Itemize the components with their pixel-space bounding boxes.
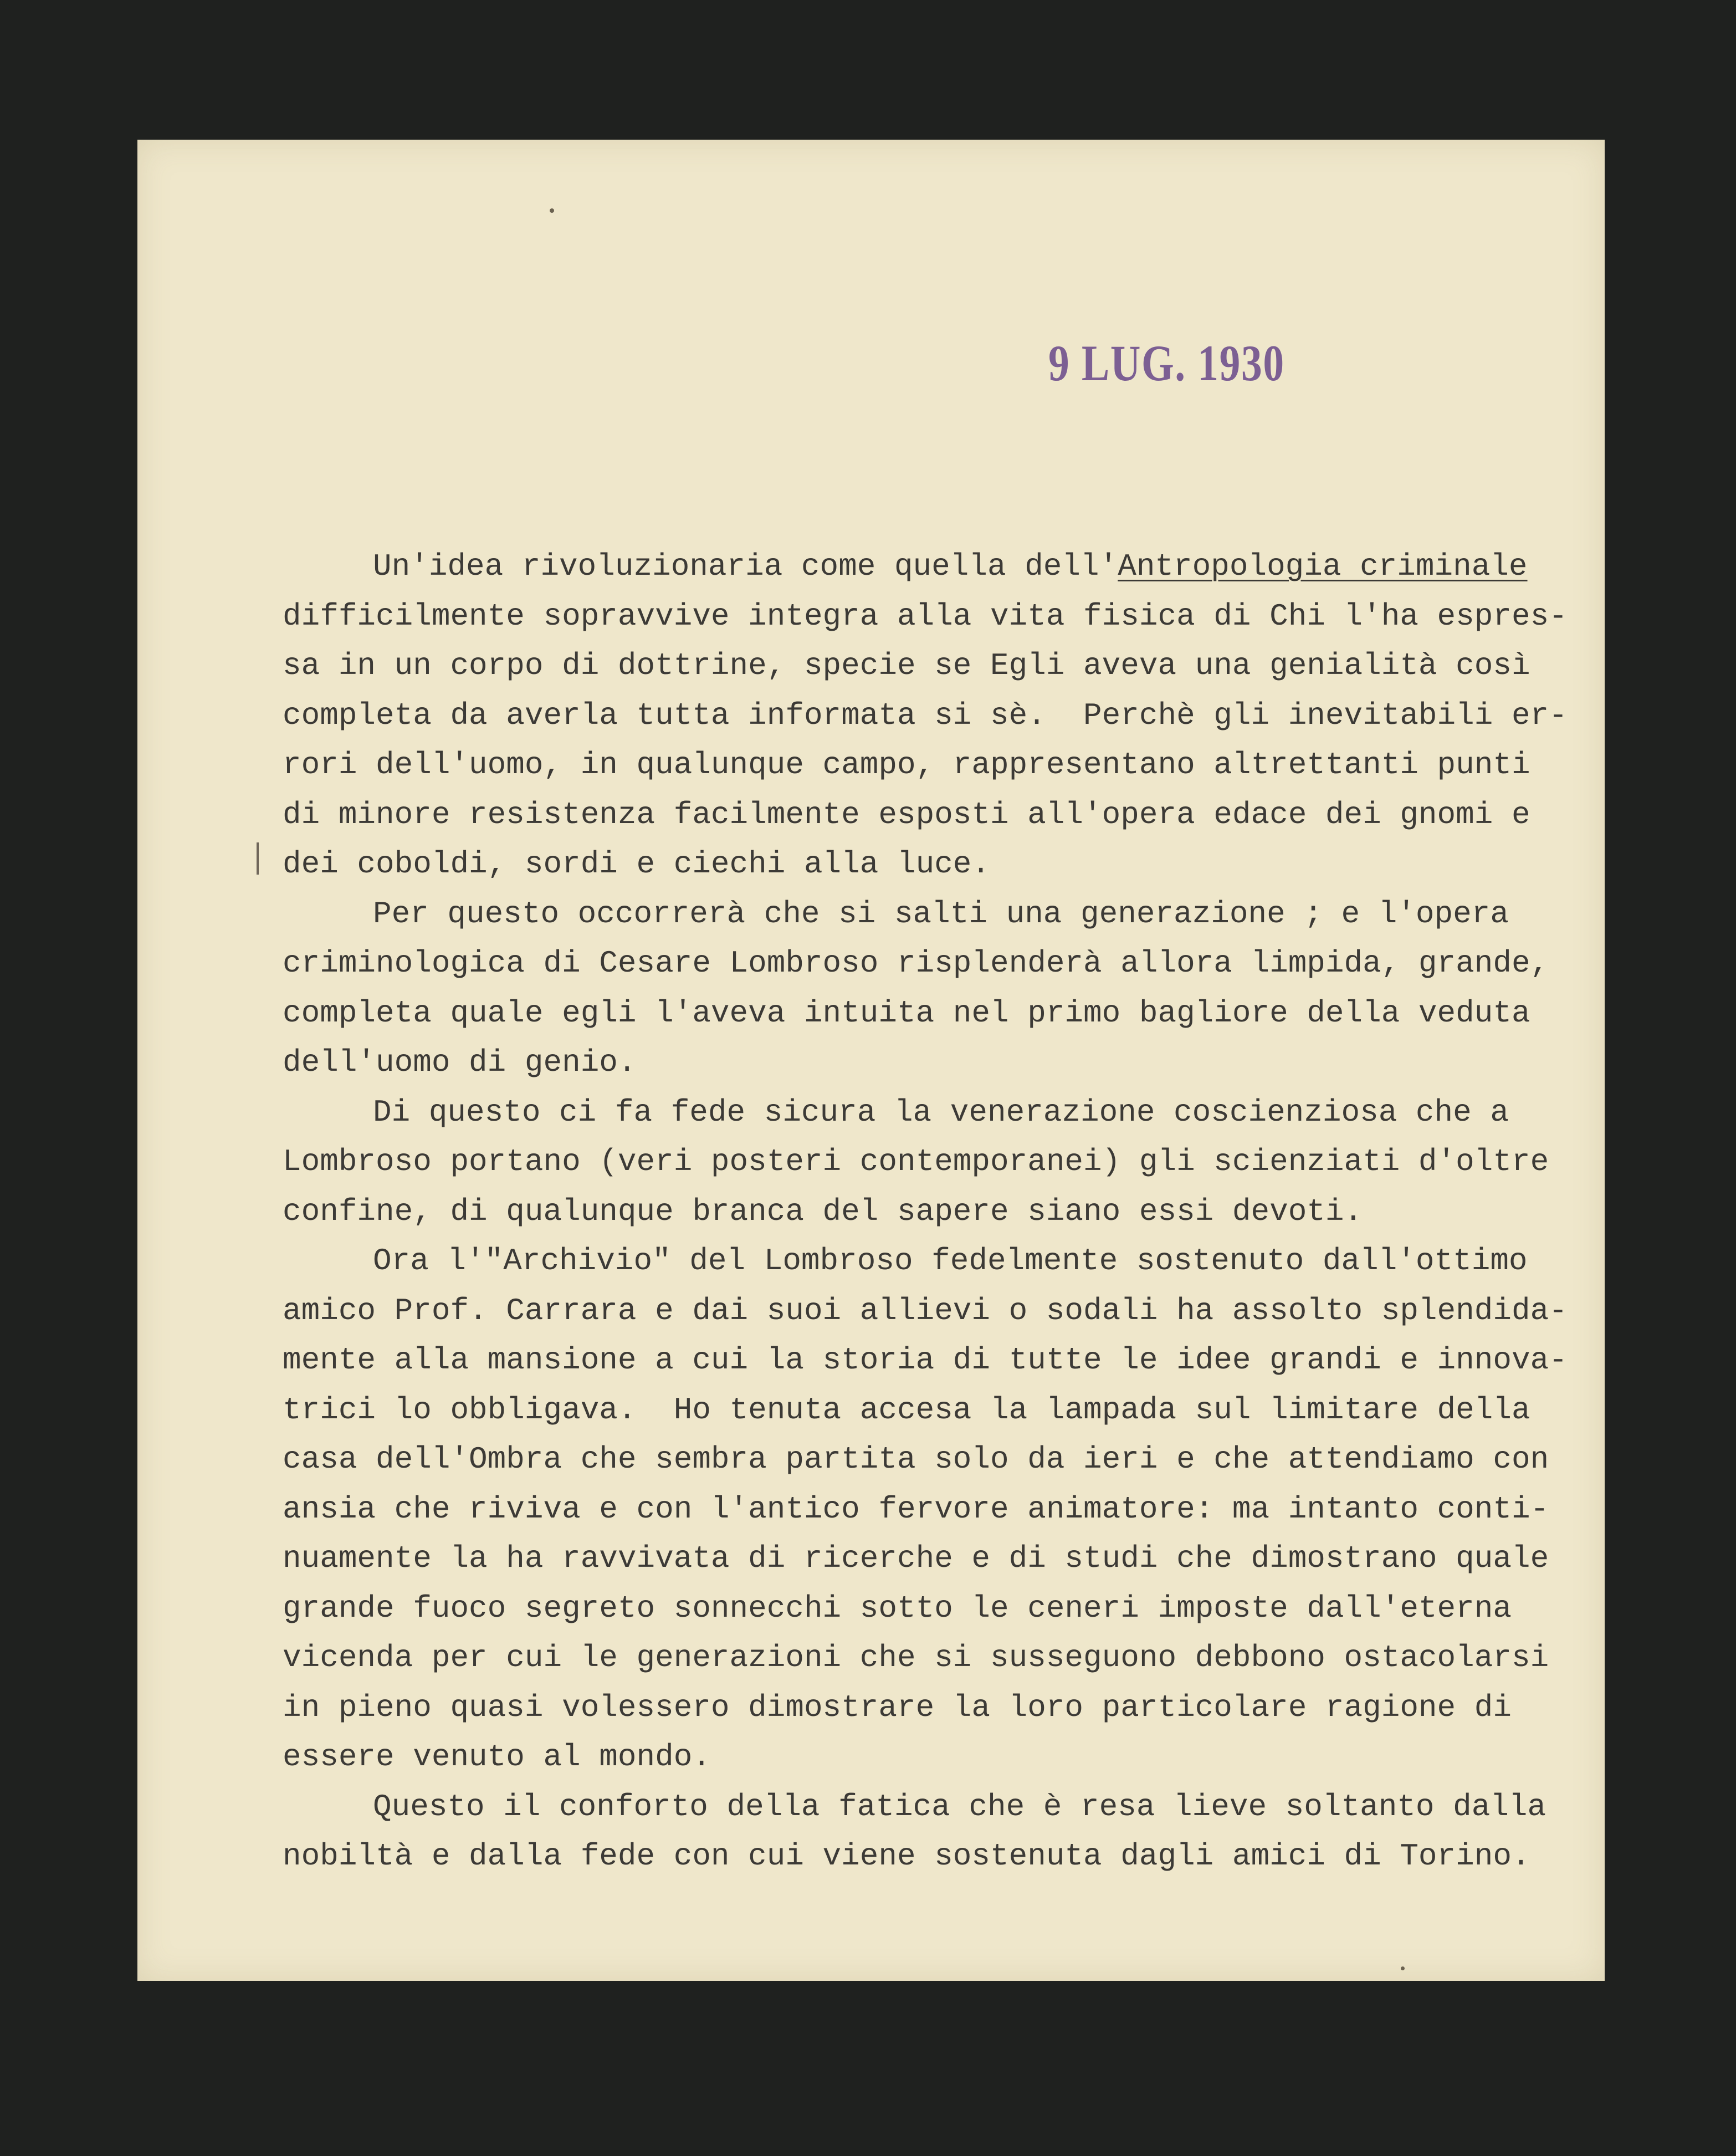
text-line: grande fuoco segreto sonnecchi sotto le ceneri imposte dall'eterna xyxy=(283,1590,1512,1626)
text-line: amico Prof. Carrara e dai suoi allievi o sodali ha assolto splendida- xyxy=(283,1292,1568,1329)
text-line: in pieno quasi volessero dimostrare la loro particolare ragione di xyxy=(283,1689,1512,1725)
text-line xyxy=(283,542,1528,592)
text-line: nobiltà e dalla fede con cui viene sostenuta dagli amici di Torino. xyxy=(283,1838,1530,1874)
text-line: mente alla mansione a cui la storia di tutte le idee grandi e innova- xyxy=(283,1342,1568,1378)
date-stamp: 9 LUG. 1930 xyxy=(1048,335,1285,391)
text-line: confine, di qualunque branca del sapere siano essi devoti. xyxy=(283,1193,1363,1229)
paper-speck xyxy=(550,208,554,213)
underlined-title: Antropologia criminale xyxy=(1118,549,1528,584)
text-line: Per questo occorrerà che si salti una generazione ; e l'opera xyxy=(373,896,1509,932)
paper-sheet xyxy=(137,140,1605,1981)
text-line: rori dell'uomo, in qualunque campo, rappresentano altrettanti punti xyxy=(283,747,1530,783)
text-line: vicenda per cui le generazioni che si susseguono debbono ostacolarsi xyxy=(283,1640,1549,1675)
text-line: criminologica di Cesare Lombroso risplenderà allora limpida, grande, xyxy=(283,946,1549,981)
text-line: Lombroso portano (veri posteri contemporanei) gli scienziati d'oltre xyxy=(283,1144,1549,1179)
text-line: di minore resistenza facilmente esposti all'opera edace dei gnomi e xyxy=(283,796,1530,832)
paper-speck xyxy=(1401,1966,1405,1970)
text-line: trici lo obbligava. Ho tenuta accesa la lampada sul limitare della xyxy=(283,1392,1530,1428)
text-line: Di questo ci fa fede sicura la venerazione coscienziosa che a xyxy=(373,1094,1509,1130)
text-line: difficilmente sopravvive integra alla vita fisica di Chi l'ha espres- xyxy=(283,598,1568,634)
text-line: casa dell'Ombra che sembra partita solo da ieri e che attendiamo con xyxy=(283,1442,1549,1477)
text-line: dell'uomo di genio. xyxy=(283,1045,637,1080)
text-line: essere venuto al mondo. xyxy=(283,1739,711,1775)
text-line: Ora l'"Archivio" del Lombroso fedelmente sostenuto dall'ottimo xyxy=(373,1243,1528,1279)
margin-mark xyxy=(257,842,259,875)
text-line: dei coboldi, sordi e ciechi alla luce. xyxy=(283,846,991,882)
text-line: ansia che riviva e con l'antico fervore animatore: ma intanto conti- xyxy=(283,1491,1549,1527)
text-line: Questo il conforto della fatica che è resa lieve soltanto dalla xyxy=(373,1789,1546,1825)
text-line: nuamente la ha ravvivata di ricerche e di studi che dimostrano quale xyxy=(283,1541,1549,1576)
typewritten-body xyxy=(283,542,1568,1882)
text-line: completa da averla tutta informata si sè. Perchè gli inevitabili er- xyxy=(283,697,1568,733)
text-segment: Un'idea rivoluzionaria come quella dell' xyxy=(373,549,1118,584)
text-line: completa quale egli l'aveva intuita nel primo bagliore della veduta xyxy=(283,995,1530,1031)
text-line: sa in un corpo di dottrine, specie se Egli aveva una genialità così xyxy=(283,648,1530,683)
